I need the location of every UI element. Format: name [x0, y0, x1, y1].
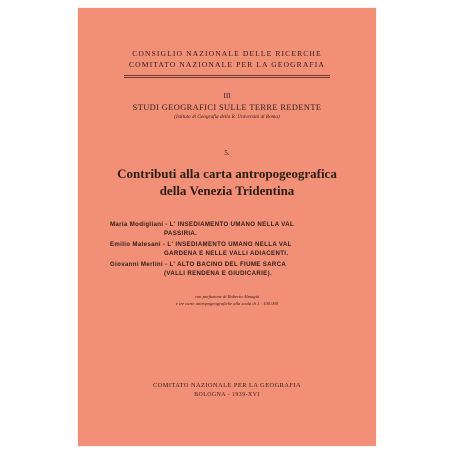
contribution-line: PASSIRIA. — [164, 230, 198, 237]
header-divider-thin — [124, 77, 330, 78]
institution-name: CONSIGLIO NAZIONALE DELLE RICERCHE — [132, 49, 322, 58]
preface-note: con prefazione di Roberto Almagià — [194, 294, 260, 299]
contribution-line: (VALLI RENDENA E GIUDICARIE). — [164, 270, 272, 277]
publisher: COMITATO NAZIONALE PER LA GEOGRAFIA — [152, 382, 302, 389]
series-subtitle: (Istituto di Geografia della R. Università di Roma) — [174, 114, 280, 120]
main-title-line: della Venezia Tridentina — [159, 183, 295, 198]
main-title-line: Contributi alla carta antropogeografica — [117, 166, 337, 181]
volume-number: III — [223, 92, 231, 100]
contribution-entry — [110, 220, 350, 238]
contribution-entry — [110, 260, 350, 278]
maps-note: e tre carte antropogeografiche alla scala di 1 : 100.000 — [175, 301, 279, 306]
series-title: STUDI GEOGRAFICI SULLE TERRE REDENTE — [132, 103, 322, 112]
main-title — [78, 165, 376, 199]
contribution-line: Maria Modigliani - L' INSEDIAMENTO UMANO NELLA VAL — [110, 221, 295, 228]
contribution-entry — [110, 240, 350, 258]
place-date: BOLOGNA - 1939-XVI — [194, 392, 260, 398]
header-divider — [124, 75, 330, 76]
contribution-line: GARDENA E NELLE VALLI ADIACENTI. — [164, 250, 289, 257]
contribution-line: Emilio Malesani - L' INSEDIAMENTO UMANO NELLA VAL — [110, 241, 292, 248]
book-cover — [78, 8, 376, 446]
committee-name: COMITATO NAZIONALE PER LA GEOGRAFIA — [129, 60, 325, 69]
contribution-line: Giovanni Merlini - L' ALTO BACINO DEL FIUME SARCA — [110, 261, 287, 268]
part-number: 5. — [224, 149, 230, 157]
